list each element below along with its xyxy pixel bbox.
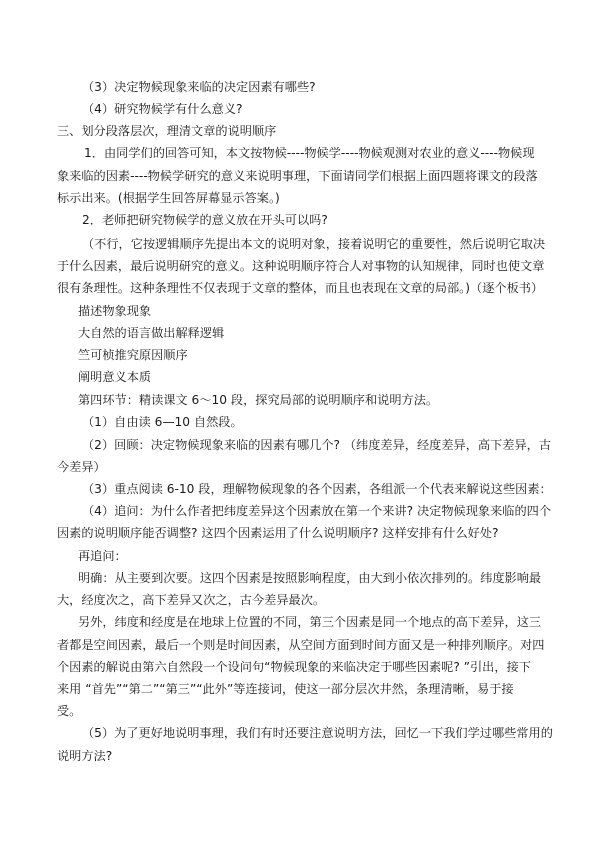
question-4: （4）研究物候学有什么意义? bbox=[82, 102, 243, 116]
paragraph-1-line-3: 标示出来。(根据学生回答屏幕显示答案。) bbox=[57, 191, 280, 205]
paragraph-1-line-2: 象来临的因素----物候学研究的意义来说明事理，下面请同学们根据上面四题将课文的段落 bbox=[57, 169, 538, 183]
board-note-1: 描述物象现象 bbox=[78, 304, 152, 318]
step-2-line-2: 今差异） bbox=[57, 460, 106, 474]
answer-line-3: 很有条理性。这种条理性不仅表现于文章的整体，而且也表现在文章的局部。)（逐个板书） bbox=[57, 281, 544, 295]
clarify-line-2: 大，经度次之，高下差异又次之，古今差异最次。 bbox=[57, 593, 326, 607]
clarify-line-1: 明确：从主要到次要。这四个因素是按照影响程度，由大到小依次排列的。纬度影响最 bbox=[78, 571, 542, 585]
additional-line-1: 另外，纬度和经度是在地球上位置的不同，第三个因素是同一个地点的高下差异，这三 bbox=[78, 615, 542, 629]
step-4-line-1: （4）追问：为什么作者把纬度差异这个因素放在第一个来讲? 决定物候现象来临的四个 bbox=[82, 504, 552, 518]
question-3: （3）决定物候现象来临的决定因素有哪些? bbox=[82, 80, 316, 94]
answer-line-1: （不行，它按逻辑顺序先提出本文的说明对象，接着说明它的重要性，然后说明它取决 bbox=[82, 237, 546, 251]
board-note-3: 竺可桢推究原因顺序 bbox=[78, 348, 188, 362]
additional-line-3: 个因素的解说由第六自然段一个设问句“物候现象的来临决定于哪些因素呢? ”引出，接下 bbox=[57, 660, 531, 674]
follow-up: 再追问： bbox=[78, 549, 127, 563]
answer-line-2: 于什么因素，最后说明研究的意义。这种说明顺序符合人对事物的认知规律，同时也使文章 bbox=[57, 259, 545, 273]
step-3: （3）重点阅读 6-10 段，理解物候现象的各个因素，各组派一个代表来解说这些因素： bbox=[82, 482, 552, 496]
paragraph-2: 2．老师把研究物候学的意义放在开头可以吗? bbox=[82, 213, 328, 227]
board-note-2: 大自然的语言做出解释逻辑 bbox=[78, 326, 225, 340]
additional-line-2: 者都是空间因素，最后一个则是时间因素，从空间方面到时间方面又是一种排列顺序。对四 bbox=[57, 638, 545, 652]
step-1: （1）自由读 6—10 自然段。 bbox=[82, 415, 243, 429]
paragraph-1-line-1: 1．由同学们的回答可知，本文按物候----物候学----物候观测对农业的意义----物候现 bbox=[84, 146, 535, 160]
step-5-line-1: （5）为了更好地说明事理，我们有时还要注意说明方法，回忆一下我们学过哪些常用的 bbox=[82, 726, 553, 740]
step-four-heading: 第四环节：精读课文 6～10 段，探究局部的说明顺序和说明方法。 bbox=[78, 393, 439, 407]
step-2-line-1: （2）回顾：决定物候现象来临的因素有哪几个? （纬度差异，经度差异，高下差异，古 bbox=[82, 438, 552, 452]
section-heading: 三、划分段落层次，理清文章的说明顺序 bbox=[57, 124, 277, 138]
additional-line-4: 来用 “首先”“第二”“第三”“此外”等连接词，使这一部分层次井然，条理清晰，易于接 bbox=[57, 682, 514, 696]
step-5-line-2: 说明方法? bbox=[57, 749, 113, 763]
step-4-line-2: 因素的说明顺序能否调整? 这四个因素运用了什么说明顺序? 这样安排有什么好处? bbox=[57, 526, 499, 540]
board-note-4: 阐明意义本质 bbox=[78, 370, 152, 384]
additional-line-5: 受。 bbox=[57, 704, 82, 718]
